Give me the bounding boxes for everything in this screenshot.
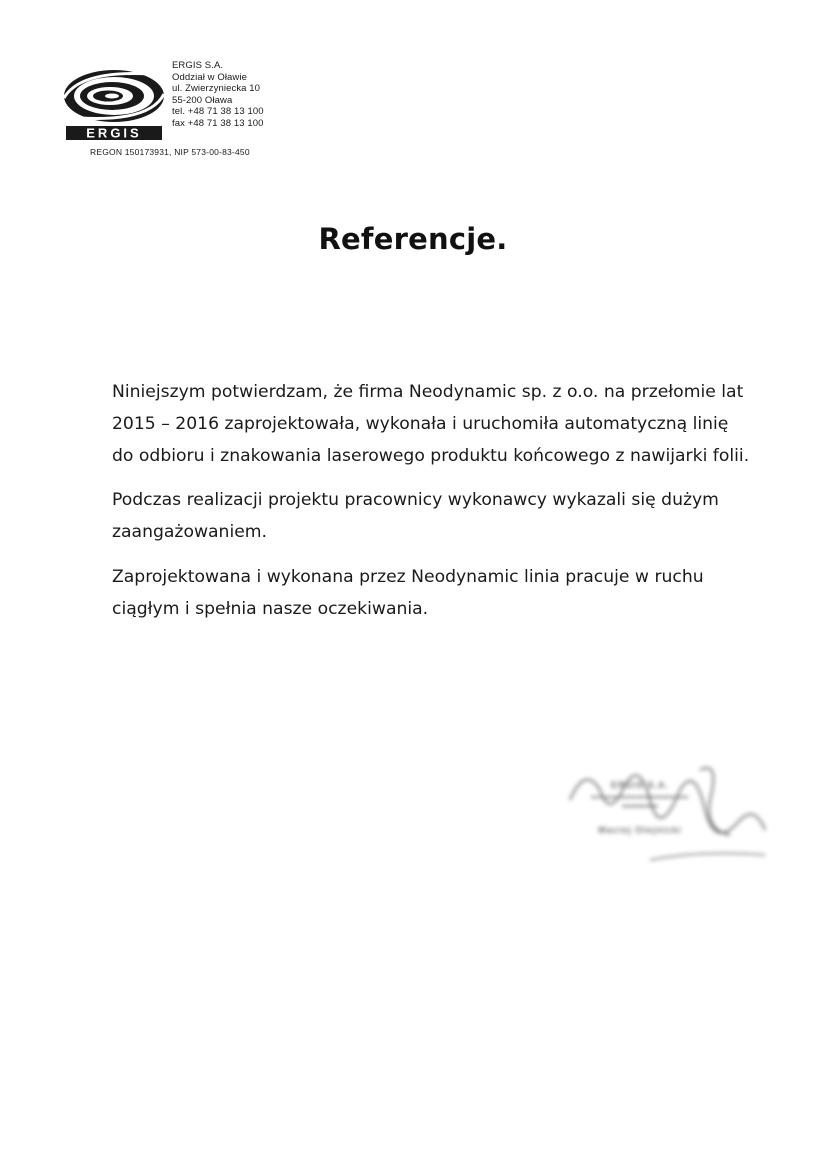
signature-detail-icon: ▬▬▬▬▬▬ [622,803,658,809]
signature-name: Maciej Olejnicki [598,825,682,835]
stamp-line: ul. Zwierzyniecka 10 [172,83,261,94]
paragraph: Zaprojektowana i wykonana przez Neodynamic linia pracuje w ruchu ciągłym i spełnia nasze oczekiwania. [112,566,704,619]
company-stamp [60,58,300,168]
stamp-registry: REGON 150173931, NIP 573-00-83-450 [90,147,250,157]
signature-detail-icon: ▬▬▬▬▬▬▬▬▬▬▬▬▬▬▬ [591,794,689,800]
signature-block [530,760,775,880]
signature-stamp [540,780,740,835]
ergis-logo-icon [60,66,172,146]
stamp-line: fax +48 71 38 13 100 [172,117,264,129]
paragraph: Niniejszym potwierdzam, że firma Neodynamic sp. z o.o. na przełomie lat 2015 – 2016 zaprojektowała, wykonała i uruchomiła automatyczną linię do odbioru i znakowania laserowego produktu końcowego z nawijarki folii. [112,382,750,466]
stamp-line: tel. +48 71 38 13 100 [172,106,264,117]
document-title: Referencje. [318,222,508,256]
logo-wordmark: ERGIS [86,125,142,141]
signature-company: ERGIS S.A. [610,780,669,790]
document-body [112,377,752,639]
stamp-line: ERGIS S.A. [172,60,224,71]
paragraph: Podczas realizacji projektu pracownicy wykonawcy wykazali się dużym zaangażowaniem. [112,490,719,543]
stamp-address [172,60,264,129]
stamp-line: 55-200 Oława [172,94,233,106]
stamp-line: Oddział w Oławie [172,71,247,83]
